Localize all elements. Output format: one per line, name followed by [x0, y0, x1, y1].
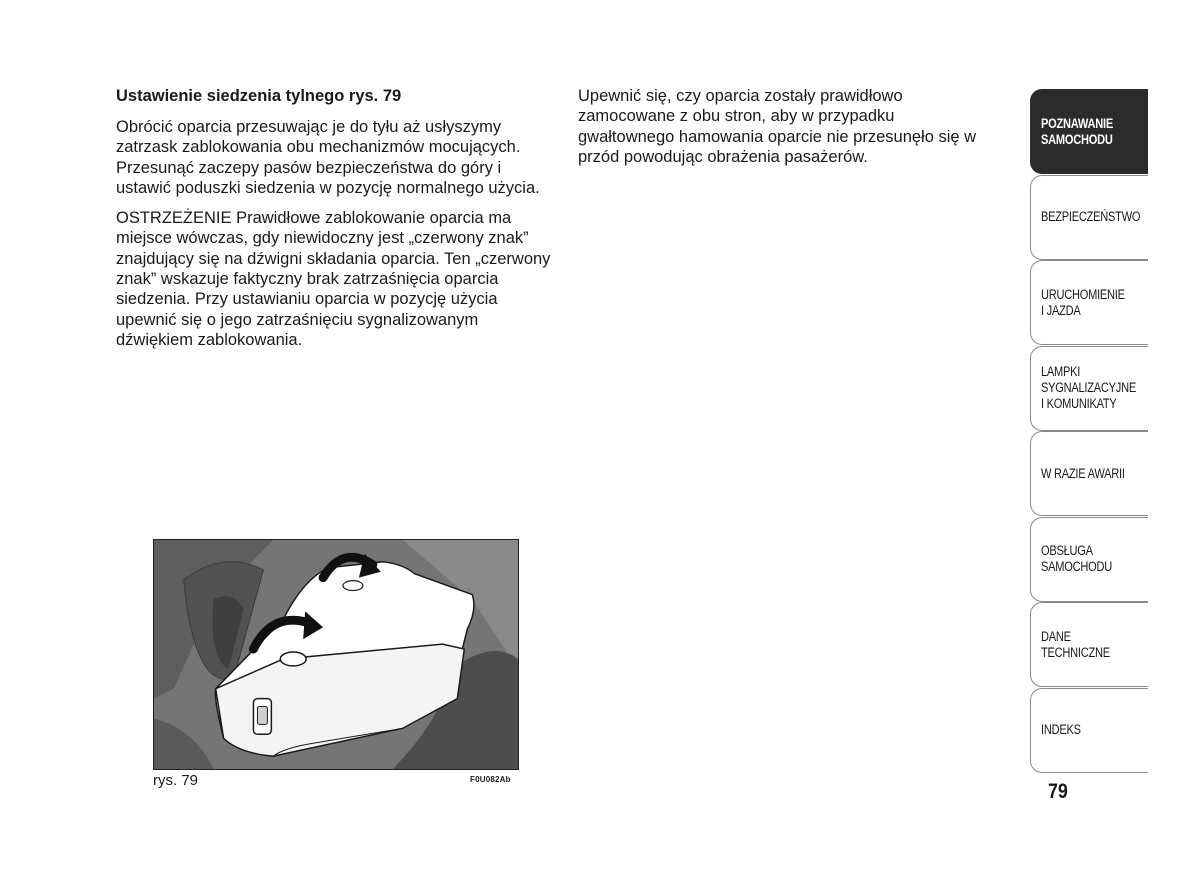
figure-code: F0U082Ab — [470, 775, 511, 784]
page-number: 79 — [1048, 780, 1068, 803]
tab-indeks[interactable] — [1030, 688, 1148, 773]
paragraph-instructions: Obrócić oparcia przesuwając je do tyłu aż usłyszymy zatrzask zablokowania obu mechanizmów mocujących. Przesunąć zaczepy pasów bezpieczeństwa do góry i ustawić poduszki siedzenia w pozycję normalnego użycia. — [116, 118, 540, 197]
paragraph-warning: OSTRZEŻENIE Prawidłowe zablokowanie oparcia ma miejsce wówczas, gdy niewidoczny jest „czerwony znak” znajdujący się na dźwigni składania oparcia. Ten „czerwony znak” wskazuje faktyczny brak zatrzaśnięcia oparcia siedzenia. Przy ustawianiu oparcia w pozycję użycia upewnić się o jego zatrzaśnięciu sygnalizowanym dźwiękiem zablokowania. — [116, 209, 551, 349]
tab-label: OBSŁUGA SAMOCHODU — [1041, 543, 1112, 574]
chapter-tabs — [1030, 89, 1148, 773]
section-heading: Ustawienie siedzenia tylnego rys. 79 — [116, 87, 402, 105]
tab-uruchomienie-i-jazda[interactable] — [1030, 260, 1148, 345]
tab-poznawanie-samochodu[interactable] — [1030, 89, 1148, 174]
left-column — [116, 86, 556, 360]
tab-label: BEZPIECZEŃSTWO — [1041, 209, 1141, 224]
paragraph-check: Upewnić się, czy oparcia zostały prawidłowo zamocowane z obu stron, aby w przypadku gwałtownego hamowania oparcie nie przesunęło się w przód powodując obrażenia pasażerów. — [578, 87, 977, 166]
figure-caption: rys. 79 — [153, 772, 199, 789]
tab-label: INDEKS — [1041, 722, 1081, 737]
rear-seat-drawing — [154, 540, 518, 769]
tab-dane-techniczne[interactable] — [1030, 602, 1148, 687]
tab-label: LAMPKI SYGNALIZACYJNE I KOMUNIKATY — [1041, 364, 1136, 411]
tab-w-razie-awarii[interactable] — [1030, 431, 1148, 516]
right-column — [578, 86, 988, 177]
tab-label: URUCHOMIENIE I JAZDA — [1041, 286, 1125, 318]
tab-label: DANE TECHNICZNE — [1041, 628, 1110, 660]
tab-bezpieczenstwo[interactable] — [1030, 175, 1148, 260]
tab-label: POZNAWANIE SAMOCHODU — [1041, 115, 1113, 147]
seat-illustration — [153, 539, 519, 770]
tab-label: W RAZIE AWARII — [1041, 465, 1125, 481]
tab-lampki-sygnalizacyjne[interactable] — [1030, 346, 1148, 431]
tab-obsluga-samochodu[interactable] — [1030, 517, 1148, 602]
